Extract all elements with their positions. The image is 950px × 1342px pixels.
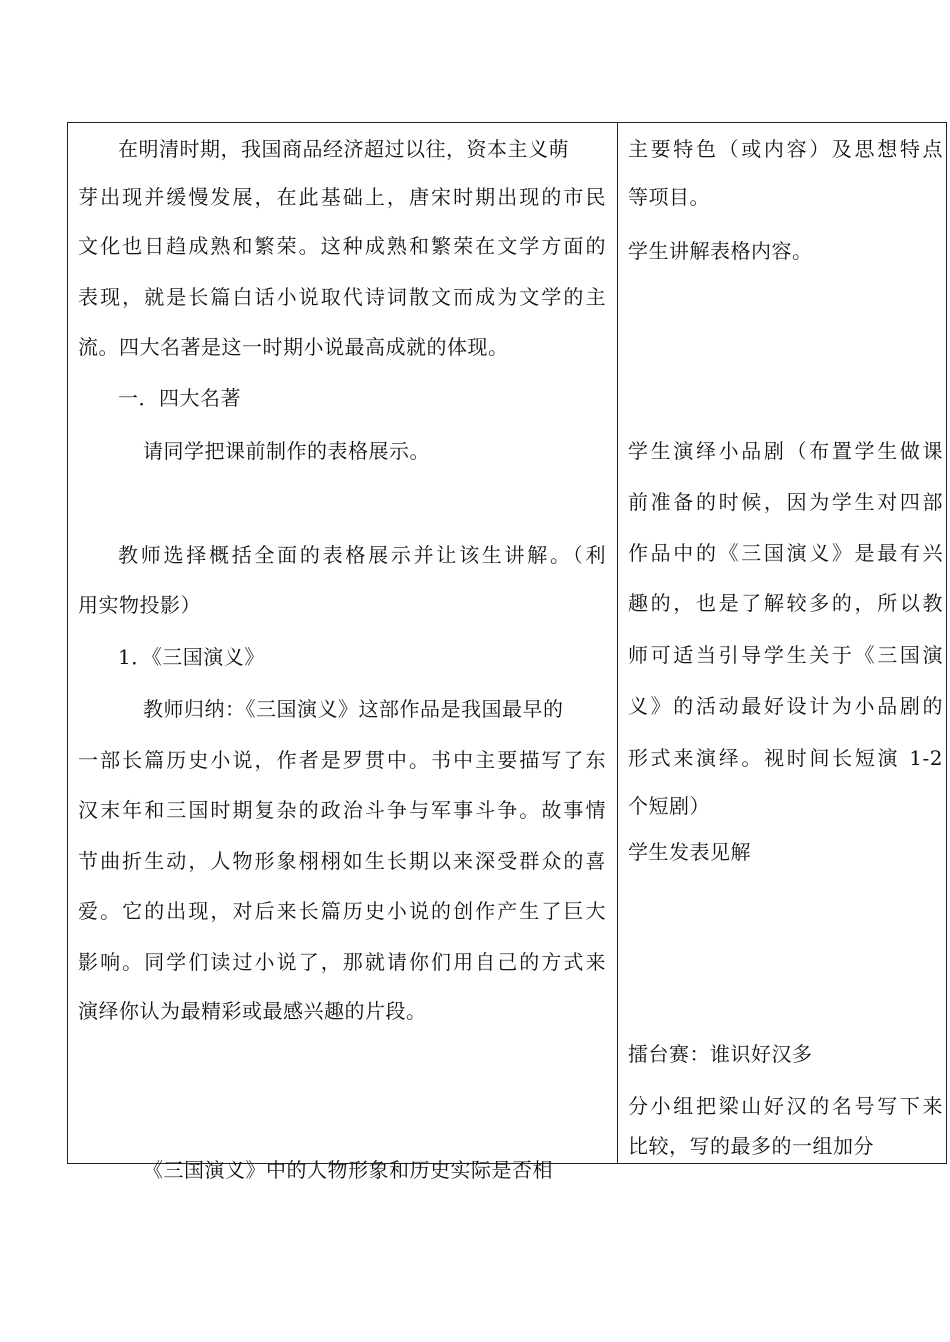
teacher-activity-column — [68, 123, 617, 1182]
item1-heading: 1．《三国演义》 — [118, 645, 265, 669]
contest-desc-line-1: 分小组把梁山好汉的名号写下来 — [628, 1094, 943, 1118]
student-play-line-2: 前准备的时候，因为学生对四部 — [628, 490, 943, 514]
instruction-show-table: 请同学把课前制作的表格展示。 — [143, 439, 430, 463]
summary-line-2: 一部长篇历史小说，作者是罗贯中。书中主要描写了东 — [78, 748, 606, 772]
student-explain: 学生讲解表格内容。 — [628, 239, 813, 263]
student-play-line-1: 学生演绎小品剧（布置学生做课 — [628, 439, 943, 463]
summary-line-7: 演绎你认为最精彩或最感兴趣的片段。 — [78, 999, 427, 1023]
summary-line-4: 节曲折生动，人物形象栩栩如生长期以来深受群众的喜 — [78, 849, 606, 873]
teacher-select-line-1: 教师选择概括全面的表格展示并让该生讲解。（利 — [118, 543, 606, 567]
contest-desc-line-2: 比较，写的最多的一组加分 — [628, 1134, 874, 1158]
summary-line-6: 影响。同学们读过小说了，那就请你们用自己的方式来 — [78, 950, 606, 974]
intro-line-2: 芽出现并缓慢发展，在此基础上，唐宋时期出现的市民 — [78, 185, 606, 209]
intro-line-1: 在明清时期，我国商品经济超过以往，资本主义萌 — [118, 137, 569, 161]
features-line-2: 等项目。 — [628, 185, 710, 209]
section-heading: 一．四大名著 — [118, 386, 241, 410]
intro-line-5: 流。四大名著是这一时期小说最高成就的体现。 — [78, 335, 509, 359]
features-line-1: 主要特色（或内容）及思想特点 — [628, 137, 943, 161]
question-line: 《三国演义》中的人物形象和历史实际是否相 — [143, 1158, 553, 1182]
teacher-select-line-2: 用实物投影） — [78, 593, 201, 617]
summary-line-1: 教师归纳：《三国演义》这部作品是我国最早的 — [143, 697, 564, 721]
student-play-line-7: 形式来演绎。视时间长短演 1-2 — [628, 746, 943, 770]
student-play-line-8: 个短剧） — [628, 794, 710, 818]
lesson-plan-table — [67, 122, 947, 1182]
student-play-line-5: 师可适当引导学生关于《三国演 — [628, 643, 943, 667]
intro-line-3: 文化也日趋成熟和繁荣。这种成熟和繁荣在文学方面的 — [78, 234, 606, 258]
intro-line-4: 表现，就是长篇白话小说取代诗词散文而成为文学的主 — [78, 285, 606, 309]
summary-line-3: 汉末年和三国时期复杂的政治斗争与军事斗争。故事情 — [78, 798, 606, 822]
student-play-line-4: 趣的，也是了解较多的，所以教 — [628, 591, 943, 615]
student-play-line-6: 义》的活动最好设计为小品剧的 — [628, 694, 943, 718]
student-activity-column — [618, 123, 948, 1163]
student-opinion: 学生发表见解 — [628, 840, 751, 864]
summary-line-5: 爱。它的出现，对后来长篇历史小说的创作产生了巨大 — [78, 899, 606, 923]
student-play-line-3: 作品中的《三国演义》是最有兴 — [628, 541, 943, 565]
contest-title: 擂台赛：谁识好汉多 — [628, 1042, 813, 1066]
